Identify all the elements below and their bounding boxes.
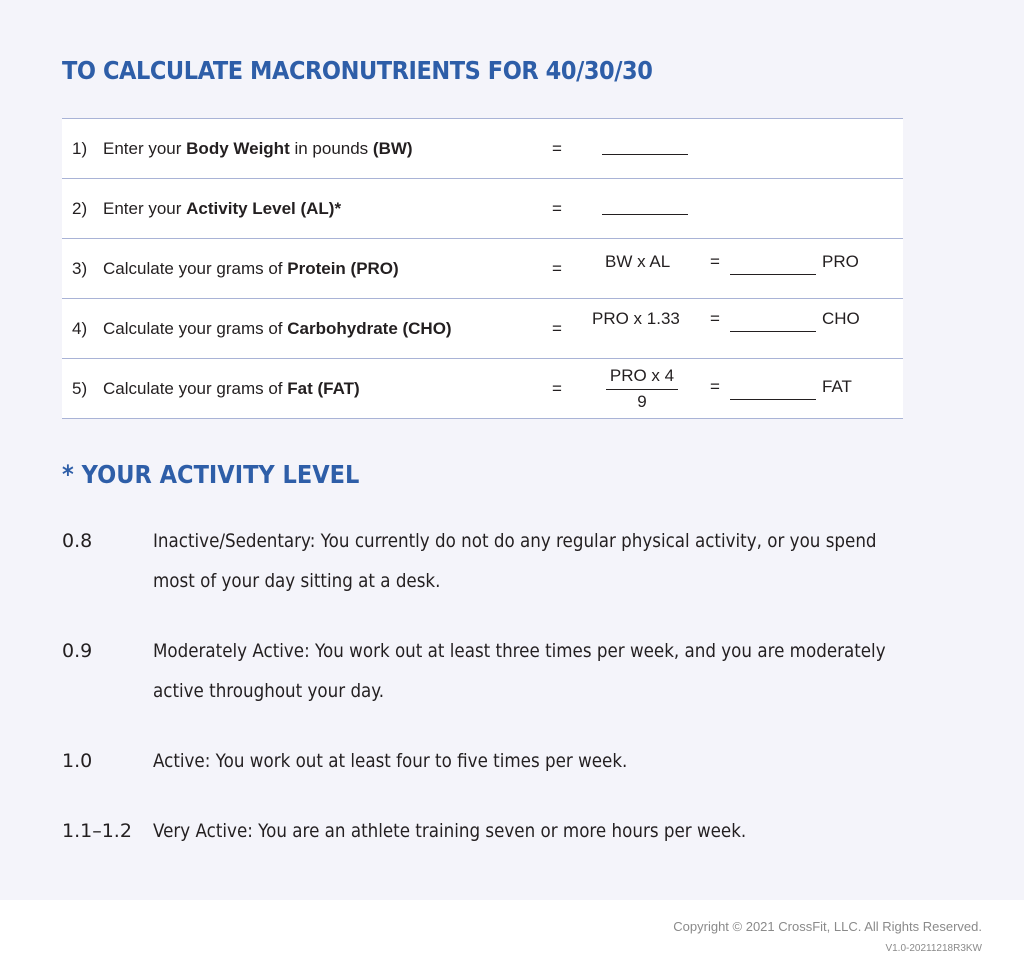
equals-sign: =	[710, 252, 720, 271]
activity-level-title: * YOUR ACTIVITY LEVEL	[62, 460, 360, 489]
description-line: Moderately Active: You work out at least three times per week, and you are moderately	[153, 640, 886, 662]
row-number: 2)	[72, 199, 88, 218]
table-row-carbohydrate	[62, 299, 903, 359]
activity-description	[153, 521, 971, 601]
unit-label: FAT	[822, 377, 852, 396]
copyright-notice: Copyright © 2021 CrossFit, LLC. All Rights Reserved.	[673, 919, 982, 934]
label-bold: Protein (PRO)	[287, 259, 399, 278]
label-text: Enter your	[103, 199, 187, 218]
label-bold: Fat (FAT)	[287, 379, 360, 398]
label-text: Calculate your grams of	[103, 379, 288, 398]
row-number: 4)	[72, 319, 88, 338]
label-text: Calculate your grams of	[103, 319, 288, 338]
equals-sign: =	[552, 139, 562, 158]
activity-value: 1.0	[62, 750, 93, 772]
label-bold: Body Weight	[186, 139, 290, 158]
unit-label: PRO	[822, 252, 859, 271]
fraction-numerator: PRO x 4	[606, 365, 678, 390]
row-number: 1)	[72, 139, 88, 158]
carbohydrate-formula: PRO x 1.33	[592, 309, 680, 328]
table-row-body-weight	[62, 119, 903, 179]
activity-level-item	[62, 631, 982, 711]
protein-blank[interactable]	[730, 274, 816, 275]
description-line: active throughout your day.	[153, 680, 385, 702]
table-row-fat	[62, 359, 903, 419]
fat-blank[interactable]	[730, 399, 816, 400]
description-line: Inactive/Sedentary: You currently do not do any regular physical activity, or you spend	[153, 530, 877, 552]
activity-level-blank[interactable]	[602, 214, 688, 215]
equals-sign: =	[552, 379, 562, 398]
row-label	[103, 239, 399, 298]
label-text: Calculate your grams of	[103, 259, 288, 278]
description-line: most of your day sitting at a desk.	[153, 570, 441, 592]
row-label	[103, 179, 341, 238]
calculation-table	[62, 118, 903, 419]
activity-level-item	[62, 811, 982, 851]
version-code: V1.0-20211218R3KW	[885, 943, 982, 954]
activity-level-item	[62, 741, 982, 781]
equals-sign: =	[552, 319, 562, 338]
equals-sign: =	[710, 309, 720, 328]
carbohydrate-blank[interactable]	[730, 331, 816, 332]
activity-value: 0.8	[62, 530, 93, 552]
fat-formula-fraction	[606, 365, 678, 414]
label-bold: Activity Level (AL)*	[186, 199, 342, 218]
row-label	[103, 359, 360, 418]
label-text: in pounds	[289, 139, 373, 158]
equals-sign: =	[552, 259, 562, 278]
activity-description	[153, 811, 971, 851]
activity-value: 0.9	[62, 640, 93, 662]
row-label	[103, 299, 452, 358]
activity-description	[153, 631, 971, 711]
equals-sign: =	[710, 377, 720, 396]
description-line: Very Active: You are an athlete training seven or more hours per week.	[153, 820, 747, 842]
table-row-protein	[62, 239, 903, 299]
fraction-denominator: 9	[637, 392, 647, 411]
activity-level-item	[62, 521, 982, 601]
label-bold: Carbohydrate (CHO)	[287, 319, 452, 338]
description-line: Active: You work out at least four to five times per week.	[153, 750, 628, 772]
row-number: 3)	[72, 259, 88, 278]
table-row-activity-level	[62, 179, 903, 239]
activity-description	[153, 741, 971, 781]
body-weight-blank[interactable]	[602, 154, 688, 155]
label-bold: (BW)	[372, 139, 413, 158]
row-number: 5)	[72, 379, 88, 398]
unit-label: CHO	[822, 309, 860, 328]
equals-sign: =	[552, 199, 562, 218]
row-label	[103, 119, 413, 178]
activity-value: 1.1–1.2	[62, 820, 132, 842]
label-text: Enter your	[103, 139, 187, 158]
page-title: TO CALCULATE MACRONUTRIENTS FOR 40/30/30	[62, 56, 653, 85]
protein-formula: BW x AL	[605, 252, 671, 271]
